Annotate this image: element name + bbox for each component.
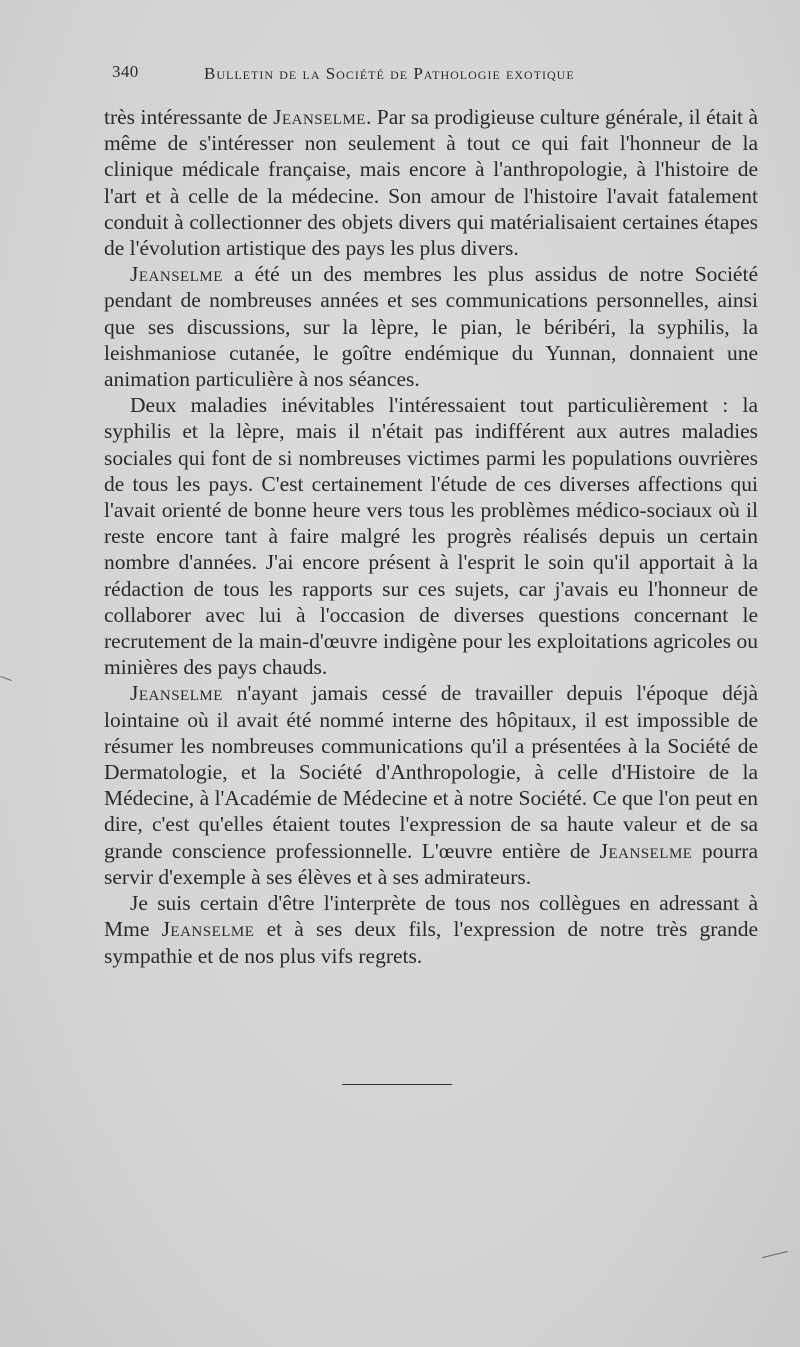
margin-mark (0, 676, 12, 681)
author-name: Jeanselme (130, 681, 223, 706)
margin-mark (762, 1251, 787, 1258)
page-header (112, 62, 672, 88)
paragraph (104, 261, 758, 392)
paragraph (104, 392, 758, 680)
paragraph-text: pourra servir d'exemple à ses élèves et à ses admirateurs. (104, 838, 758, 889)
paragraph-text: . Par sa prodigieuse culture générale, il était à même de s'intéresser non seulement à tout ce qui fait l'honneur de la clinique médicale française, mais encore à l'anthropologie, à l'histoire de l'art et à celle de la médecine. Son amour de l'histoire l'avait fatalement conduit à collectionner des objets divers qui matérialisaient certaines étapes de l'évolution artistique des pays les plus divers. (104, 105, 759, 261)
paragraph (104, 680, 758, 890)
paragraph-text: Deux maladies inévitables l'intéressaient tout particulièrement : la syphilis et la lèpre, mais il n'était pas indifférent aux autres maladies sociales qui font de si nombreuses victimes parmi les populations ouvrières de tous les pays. C'est certainement l'étude de ces diverses affections qui l'avait orienté de bonne heure vers tous les problèmes médico-sociaux où il reste encore tant à faire malgré les progrès réalisés depuis un certain nombre d'années. J'ai encore présent à l'esprit le soin qu'il apportait à la rédaction de tous les rapports sur ces sujets, car j'avais eu l'honneur de collaborer avec lui à l'occasion de diverses questions concernant le recrutement de la main-d'œuvre indigène pour les exploitations agricoles ou minières des pays chauds. (104, 393, 758, 680)
closing-rule (342, 1084, 452, 1085)
paragraph (104, 104, 758, 261)
author-name: Jeanselme (130, 262, 223, 287)
paragraph-text: n'ayant jamais cessé de travailler depuis l'époque déjà lointaine où il avait été nommé interne des hôpitaux, il est impossible de résumer les nombreuses communications qu'il a présentées à la Société de Dermatologie, et la Société d'Anthropologie, à celle d'Histoire de la Médecine, à l'Académie de Médecine et à notre Société. Ce que l'on peut en dire, c'est qu'elles étaient toutes l'expression de sa haute valeur et de sa grande conscience professionnelle. L'œuvre entière de (104, 681, 758, 863)
author-name: Jeanselme (161, 917, 255, 942)
author-name: Jeanselme (599, 838, 693, 863)
page-number: 340 (112, 62, 139, 81)
paragraph-text: très intéressante de (104, 105, 274, 129)
body-text (104, 104, 758, 969)
running-title: Bulletin de la Société de Pathologie exotique (204, 64, 575, 83)
author-name: Jeanselme (273, 105, 366, 129)
paragraph-text: Je suis certain d'être l'interprète de tous nos collègues en adressant à Mme (104, 891, 758, 942)
paragraph-text: et à ses deux fils, l'expression de notre très grande sympathie et de nos plus vifs regrets. (104, 917, 758, 968)
paragraph (104, 890, 758, 969)
paragraph-text: a été un des membres les plus assidus de notre Société pendant de nombreuses années et ses communications personnelles, ainsi que ses discussions, sur la lèpre, le pian, le béribéri, la syphilis, la leishmaniose cutanée, le goître endémique du Yunnan, donnaient une animation particulière à nos séances. (104, 262, 758, 392)
